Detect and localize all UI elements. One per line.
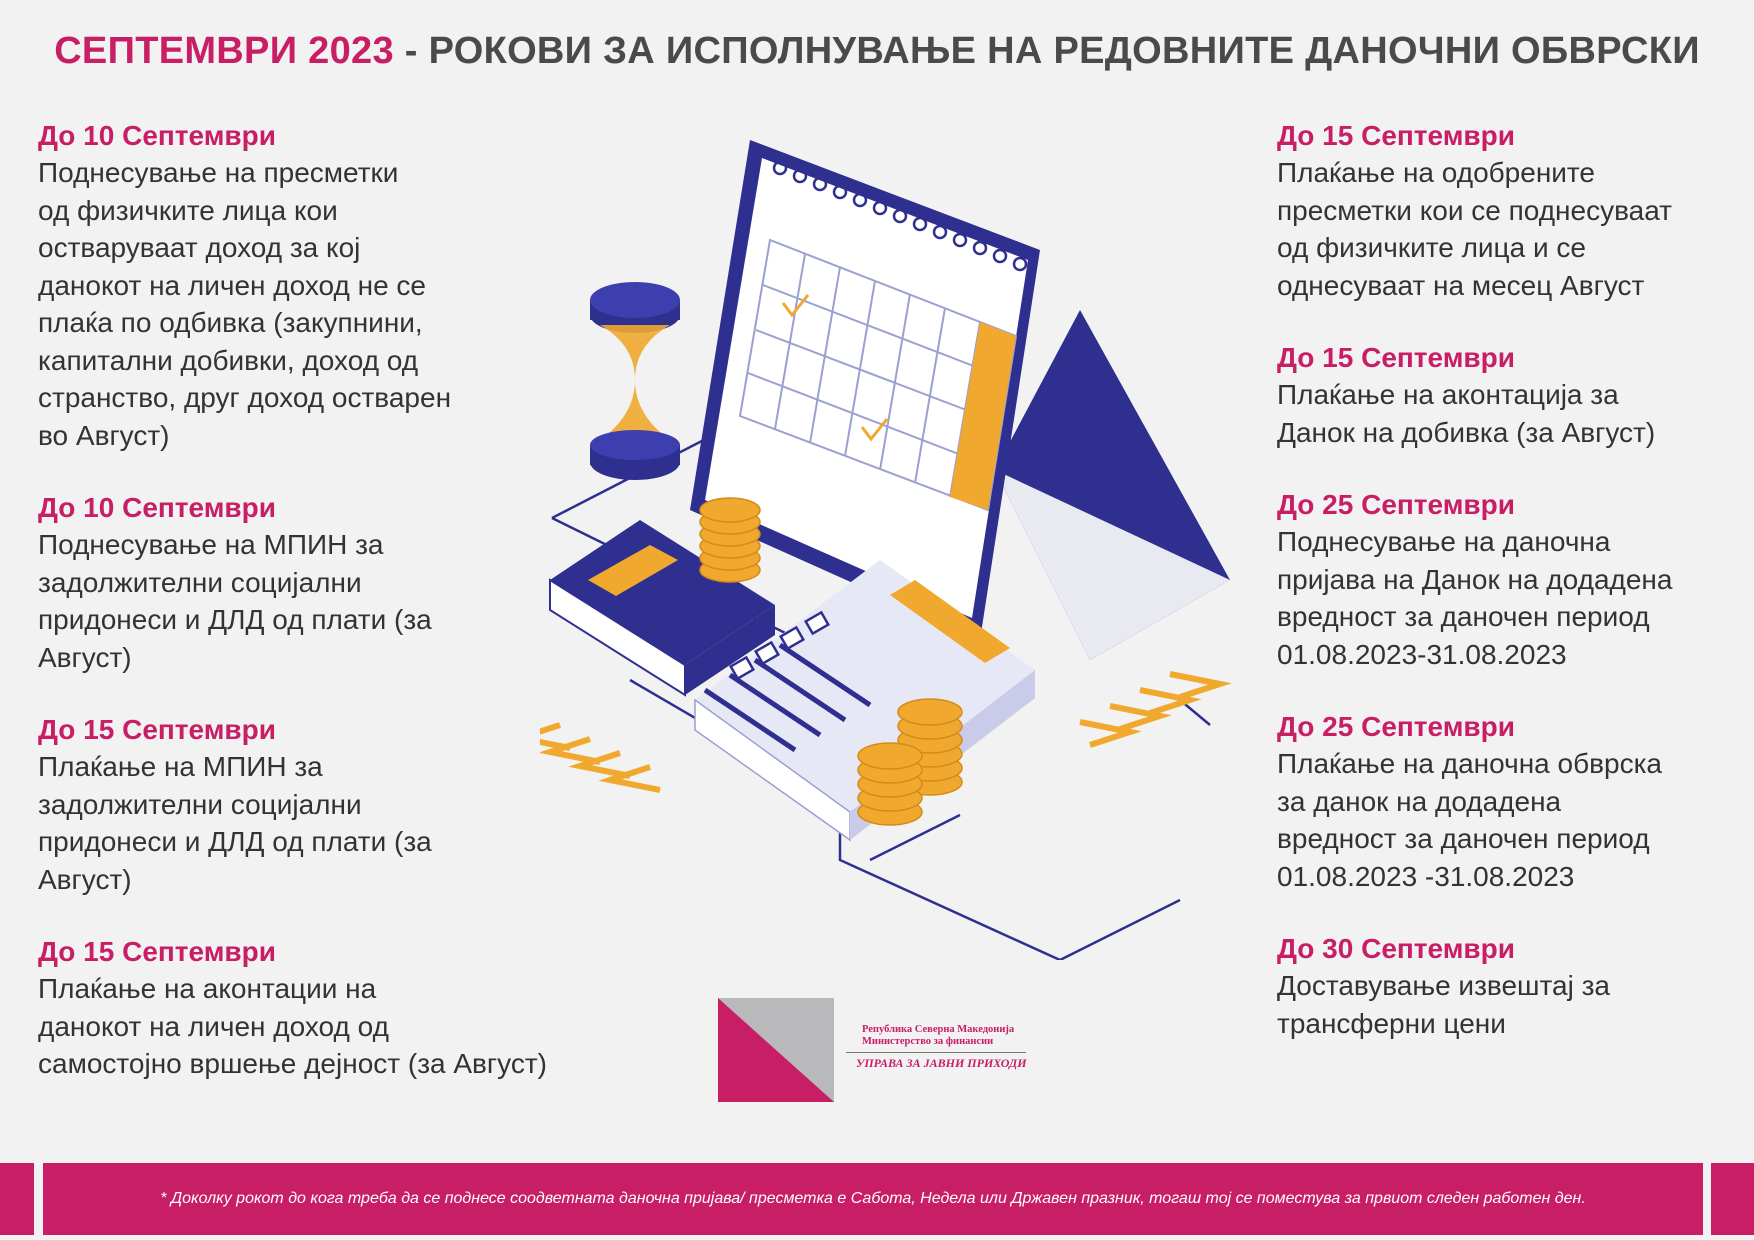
description-line: плаќа по одбивка (закупнини, [38,307,423,338]
description-line: остваруваат доход за кој [38,232,361,263]
deadline-date: До 15 Септември [1277,120,1515,151]
description-line: Плаќање на одобрените [1277,157,1596,188]
description-line: вредност за даночен период [1277,823,1650,854]
deadline-date: До 10 Септември [38,492,276,523]
deadline-item [1277,340,1737,451]
deadline-description [1277,967,1737,1042]
deadline-date: До 30 Септември [1277,933,1515,964]
deadline-description [1277,745,1737,895]
chevrons-right [1080,674,1220,745]
description-line: од физичките лица кои [38,194,338,226]
deadline-item [1277,709,1737,895]
description-line: од физичките лица и се [1277,232,1586,263]
chevrons-left [540,725,660,790]
footer-bar [43,1163,1703,1235]
deadline-date: До 15 Септември [38,936,276,967]
logo-agency: УПРАВА ЗА ЈАВНИ ПРИХОДИ [856,1056,1027,1070]
deadline-description [1277,154,1737,304]
title-month: СЕПТЕМВРИ 2023 [54,30,394,72]
logo-republic: Република Северна Македонија [862,1024,1015,1035]
description-line: Поднесување на МПИН за [38,529,384,560]
description-line: данокот на личен доход не се [38,269,427,301]
desk-calendar [690,140,1230,660]
footer-note: * Доколку рокот до кога треба да се поднесе соодветната даночна пријава/ пресметка е Сабота, Недела или Државен празник, тогаш тој се поместува за првиот следен работен ден. [160,1190,1586,1207]
description-line: Август) [38,863,132,895]
logo-ministry: Министерство за финансии [862,1036,994,1047]
ministry-logo [718,998,1038,1102]
deadline-item [1277,931,1737,1042]
description-line: Плаќање на аконтации на [38,973,377,1004]
description-line: 01.08.2023 -31.08.2023 [1277,860,1575,892]
description-line: Данок на добивка (за Август) [1277,416,1656,448]
description-line: 01.08.2023-31.08.2023 [1277,638,1567,670]
deadline-item [38,934,558,1083]
description-line: странство, друг доход остварен [38,382,452,413]
page-title [0,30,1754,73]
title-rest: - РОКОВИ ЗА ИСПОЛНУВАЊЕ НА РЕДОВНИТЕ ДАНОЧНИ ОБВРСКИ [404,30,1700,72]
deadline-date: До 25 Септември [1277,711,1515,742]
deadline-item [38,712,558,898]
description-line: самостојно вршење дејност (за Август) [38,1048,547,1079]
deadline-description [38,748,558,898]
description-line: Поднесување на пресметки [38,157,399,188]
description-line: придонеси и ДЛД од плати (за [38,826,432,857]
right-deadlines [1277,118,1737,1078]
deadline-item [1277,487,1737,673]
deadline-description [38,154,558,454]
footer-accent-right [1711,1163,1754,1235]
description-line: за данок на додадена [1277,785,1562,817]
description-line: данокот на личен доход од [38,1010,389,1042]
description-line: Доставување извештај за [1277,970,1610,1001]
deadline-item [38,118,558,454]
description-line: задолжителни социјални [38,788,362,820]
description-line: во Август) [38,419,170,451]
description-line: капитални добивки, доход од [38,344,419,376]
description-line: Август) [38,641,132,673]
description-line: пресметки кои се поднесуваат [1277,194,1673,226]
description-line: Плаќање на даночна обврска [1277,748,1662,779]
logo-divider [846,1052,1026,1053]
left-deadlines [38,118,558,1119]
hourglass-icon [590,282,680,480]
deadline-item [1277,118,1737,304]
logo-emblem [718,998,834,1102]
deadline-description [38,526,558,676]
deadline-description [38,970,558,1083]
description-line: пријава на Данок на додадена [1277,563,1673,595]
deadline-description [1277,523,1737,673]
deadline-date: До 10 Септември [38,120,276,151]
calendar-illustration [540,140,1260,960]
description-line: Поднесување на даночна [1277,526,1611,557]
deadline-item [38,490,558,676]
description-line: вредност за даночен период [1277,601,1650,632]
description-line: Плаќање на МПИН за [38,751,323,782]
description-line: Плаќање на аконтација за [1277,379,1619,410]
deadline-description [1277,376,1737,451]
description-line: трансферни цени [1277,1007,1506,1039]
footer-accent-left [0,1163,34,1235]
description-line: задолжителни социјални [38,566,362,598]
deadline-date: До 25 Септември [1277,489,1515,520]
deadline-date: До 15 Септември [38,714,276,745]
description-line: однесуваат на месец Август [1277,269,1645,301]
deadline-date: До 15 Септември [1277,342,1515,373]
description-line: придонеси и ДЛД од плати (за [38,604,432,635]
